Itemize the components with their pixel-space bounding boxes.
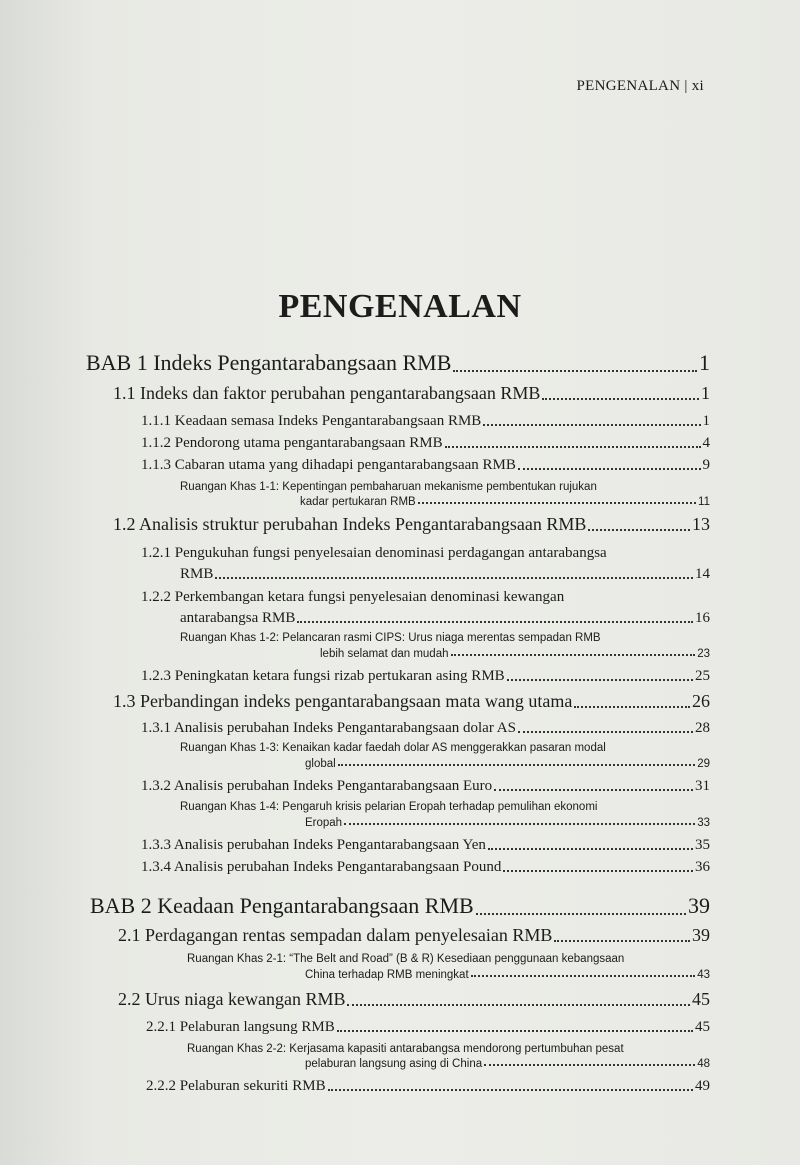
special-box-2-1	[305, 969, 710, 981]
toc-page: 33	[697, 817, 710, 829]
toc-page: 16	[695, 610, 710, 626]
leader-dots	[574, 706, 690, 708]
toc-page: 49	[695, 1078, 710, 1094]
toc-entry-1-3-4	[141, 859, 710, 876]
page-title: PENGENALAN	[278, 288, 522, 325]
leader-dots	[518, 468, 701, 470]
toc-page: 39	[692, 925, 710, 945]
toc-page: 1	[699, 350, 710, 375]
special-box-1-1	[300, 496, 710, 508]
leader-dots	[471, 975, 696, 977]
toc-entry-1-2	[113, 514, 710, 535]
toc-label: 1.1.1 Keadaan semasa Indeks Pengantarabangsaan RMB	[141, 413, 482, 429]
toc-label: 1.3.2 Analisis perubahan Indeks Pengantarabangsaan Euro	[141, 778, 493, 794]
leader-dots	[518, 731, 693, 733]
leader-dots	[484, 1064, 695, 1066]
leader-dots	[344, 823, 695, 825]
toc-entry-bab1	[86, 350, 710, 376]
leader-dots	[542, 398, 699, 400]
toc-page: 13	[692, 514, 710, 534]
toc-entry-1-1	[113, 383, 710, 404]
toc-label: 1.3.3 Analisis perubahan Indeks Pengantarabangsaan Yen	[141, 837, 486, 853]
toc-entry-1-1-2	[141, 435, 710, 452]
toc-entry-1-2-1	[180, 566, 710, 583]
toc-page: 28	[695, 720, 710, 736]
leader-dots	[476, 913, 686, 915]
toc-label: 1.3 Perbandingan indeks pengantarabangsaan mata wang utama	[113, 691, 573, 711]
toc-page: 45	[692, 989, 710, 1009]
toc-entry-bab2	[90, 893, 710, 919]
toc-label: antarabangsa RMB	[180, 610, 296, 626]
special-box-1-3-line1: Ruangan Khas 1-3: Kenaikan kadar faedah dolar AS menggerakkan pasaran modal	[180, 742, 606, 754]
toc-page: 11	[698, 496, 710, 508]
toc-label: BAB 1 Indeks Pengantarabangsaan RMB	[86, 350, 452, 375]
special-box-1-4-line1: Ruangan Khas 1-4: Pengaruh krisis pelarian Eropah terhadap pemulihan ekonomi	[180, 801, 598, 813]
leader-dots	[451, 654, 696, 656]
special-box-2-2-line1: Ruangan Khas 2-2: Kerjasama kapasiti antarabangsa mendorong pertumbuhan pesat	[187, 1043, 624, 1055]
toc-label: 1.1 Indeks dan faktor perubahan pengantarabangsaan RMB	[113, 383, 541, 403]
toc-page: 29	[697, 758, 710, 770]
toc-entry-1-1-3	[141, 457, 710, 474]
leader-dots	[418, 502, 696, 504]
toc-page: 1	[701, 383, 710, 403]
toc-entry-1-3-3	[141, 837, 710, 854]
toc-label: global	[305, 758, 336, 770]
leader-dots	[453, 370, 697, 372]
toc-label: kadar pertukaran RMB	[300, 496, 416, 508]
toc-page: 39	[688, 893, 710, 918]
leader-dots	[215, 577, 693, 579]
toc-entry-2-2-1	[146, 1019, 710, 1036]
toc-entry-1-2-1-line1: 1.2.1 Pengukuhan fungsi penyelesaian denominasi perdagangan antarabangsa	[141, 545, 607, 561]
toc-entry-2-1	[118, 925, 710, 946]
leader-dots	[503, 870, 693, 872]
leader-dots	[297, 621, 693, 623]
toc-label: 2.2.2 Pelaburan sekuriti RMB	[146, 1078, 326, 1094]
toc-page: 31	[695, 778, 710, 794]
toc-label: BAB 2 Keadaan Pengantarabangsaan RMB	[90, 893, 474, 918]
toc-page: 9	[702, 457, 710, 473]
special-box-2-2	[305, 1058, 710, 1070]
toc-page: 45	[695, 1019, 710, 1035]
toc-label: 1.1.2 Pendorong utama pengantarabangsaan RMB	[141, 435, 443, 451]
leader-dots	[494, 789, 693, 791]
leader-dots	[338, 764, 696, 766]
special-box-2-1-line1: Ruangan Khas 2-1: “The Belt and Road” (B & R) Kesediaan penggunaan kebangsaan	[187, 953, 625, 965]
leader-dots	[488, 848, 693, 850]
toc-page: 43	[697, 969, 710, 981]
special-box-1-3	[305, 758, 710, 770]
leader-dots	[588, 529, 690, 531]
toc-entry-2-2	[118, 989, 710, 1010]
toc-label: lebih selamat dan mudah	[320, 648, 449, 660]
toc-label: Eropah	[305, 817, 343, 829]
leader-dots	[328, 1089, 693, 1091]
leader-dots	[337, 1030, 693, 1032]
toc-label: 1.1.3 Cabaran utama yang dihadapi pengantarabangsaan RMB	[141, 457, 516, 473]
toc-page: 35	[695, 837, 710, 853]
special-box-1-2	[320, 648, 710, 660]
toc-entry-1-2-2-line1: 1.2.2 Perkembangan ketara fungsi penyelesaian denominasi kewangan	[141, 589, 565, 605]
toc-label: 1.3.1 Analisis perubahan Indeks Pengantarabangsaan dolar AS	[141, 720, 516, 736]
toc-entry-1-2-2	[180, 610, 710, 627]
toc-entry-1-3-1	[141, 720, 710, 737]
toc-page: 36	[695, 859, 710, 875]
toc-label: pelaburan langsung asing di China	[305, 1058, 483, 1070]
toc-label: 2.1 Perdagangan rentas sempadan dalam penyelesaian RMB	[118, 925, 553, 945]
toc-page: 14	[695, 566, 710, 582]
running-header: PENGENALAN | xi	[576, 78, 704, 94]
toc-label: China terhadap RMB meningkat	[305, 969, 469, 981]
toc-page: 48	[697, 1058, 710, 1070]
toc-label: 1.2.3 Peningkatan ketara fungsi rizab pertukaran asing RMB	[141, 668, 505, 684]
leader-dots	[445, 446, 701, 448]
leader-dots	[507, 679, 693, 681]
toc-page: 4	[702, 435, 710, 451]
leader-dots	[347, 1004, 690, 1006]
toc-label: 1.3.4 Analisis perubahan Indeks Pengantarabangsaan Pound	[141, 859, 502, 875]
toc-label: 2.2.1 Pelaburan langsung RMB	[146, 1019, 335, 1035]
special-box-1-1-line1: Ruangan Khas 1-1: Kepentingan pembaharuan mekanisme pembentukan rujukan	[180, 481, 597, 493]
toc-label: 2.2 Urus niaga kewangan RMB	[118, 989, 346, 1009]
leader-dots	[483, 424, 700, 426]
toc-entry-2-2-2	[146, 1078, 710, 1095]
toc-page: 26	[692, 691, 710, 711]
toc-entry-1-3	[113, 691, 710, 712]
toc-entry-1-2-3	[141, 668, 710, 685]
toc-label: 1.2 Analisis struktur perubahan Indeks Pengantarabangsaan RMB	[113, 514, 587, 534]
toc-entry-1-3-2	[141, 778, 710, 795]
toc-page: 23	[697, 648, 710, 660]
leader-dots	[554, 940, 690, 942]
toc-page: 25	[695, 668, 710, 684]
toc-page: 1	[702, 413, 710, 429]
toc-entry-1-1-1	[141, 413, 710, 430]
special-box-1-4	[305, 817, 710, 829]
special-box-1-2-line1: Ruangan Khas 1-2: Pelancaran rasmi CIPS: Urus niaga merentas sempadan RMB	[180, 632, 601, 644]
toc-label: RMB	[180, 566, 214, 582]
